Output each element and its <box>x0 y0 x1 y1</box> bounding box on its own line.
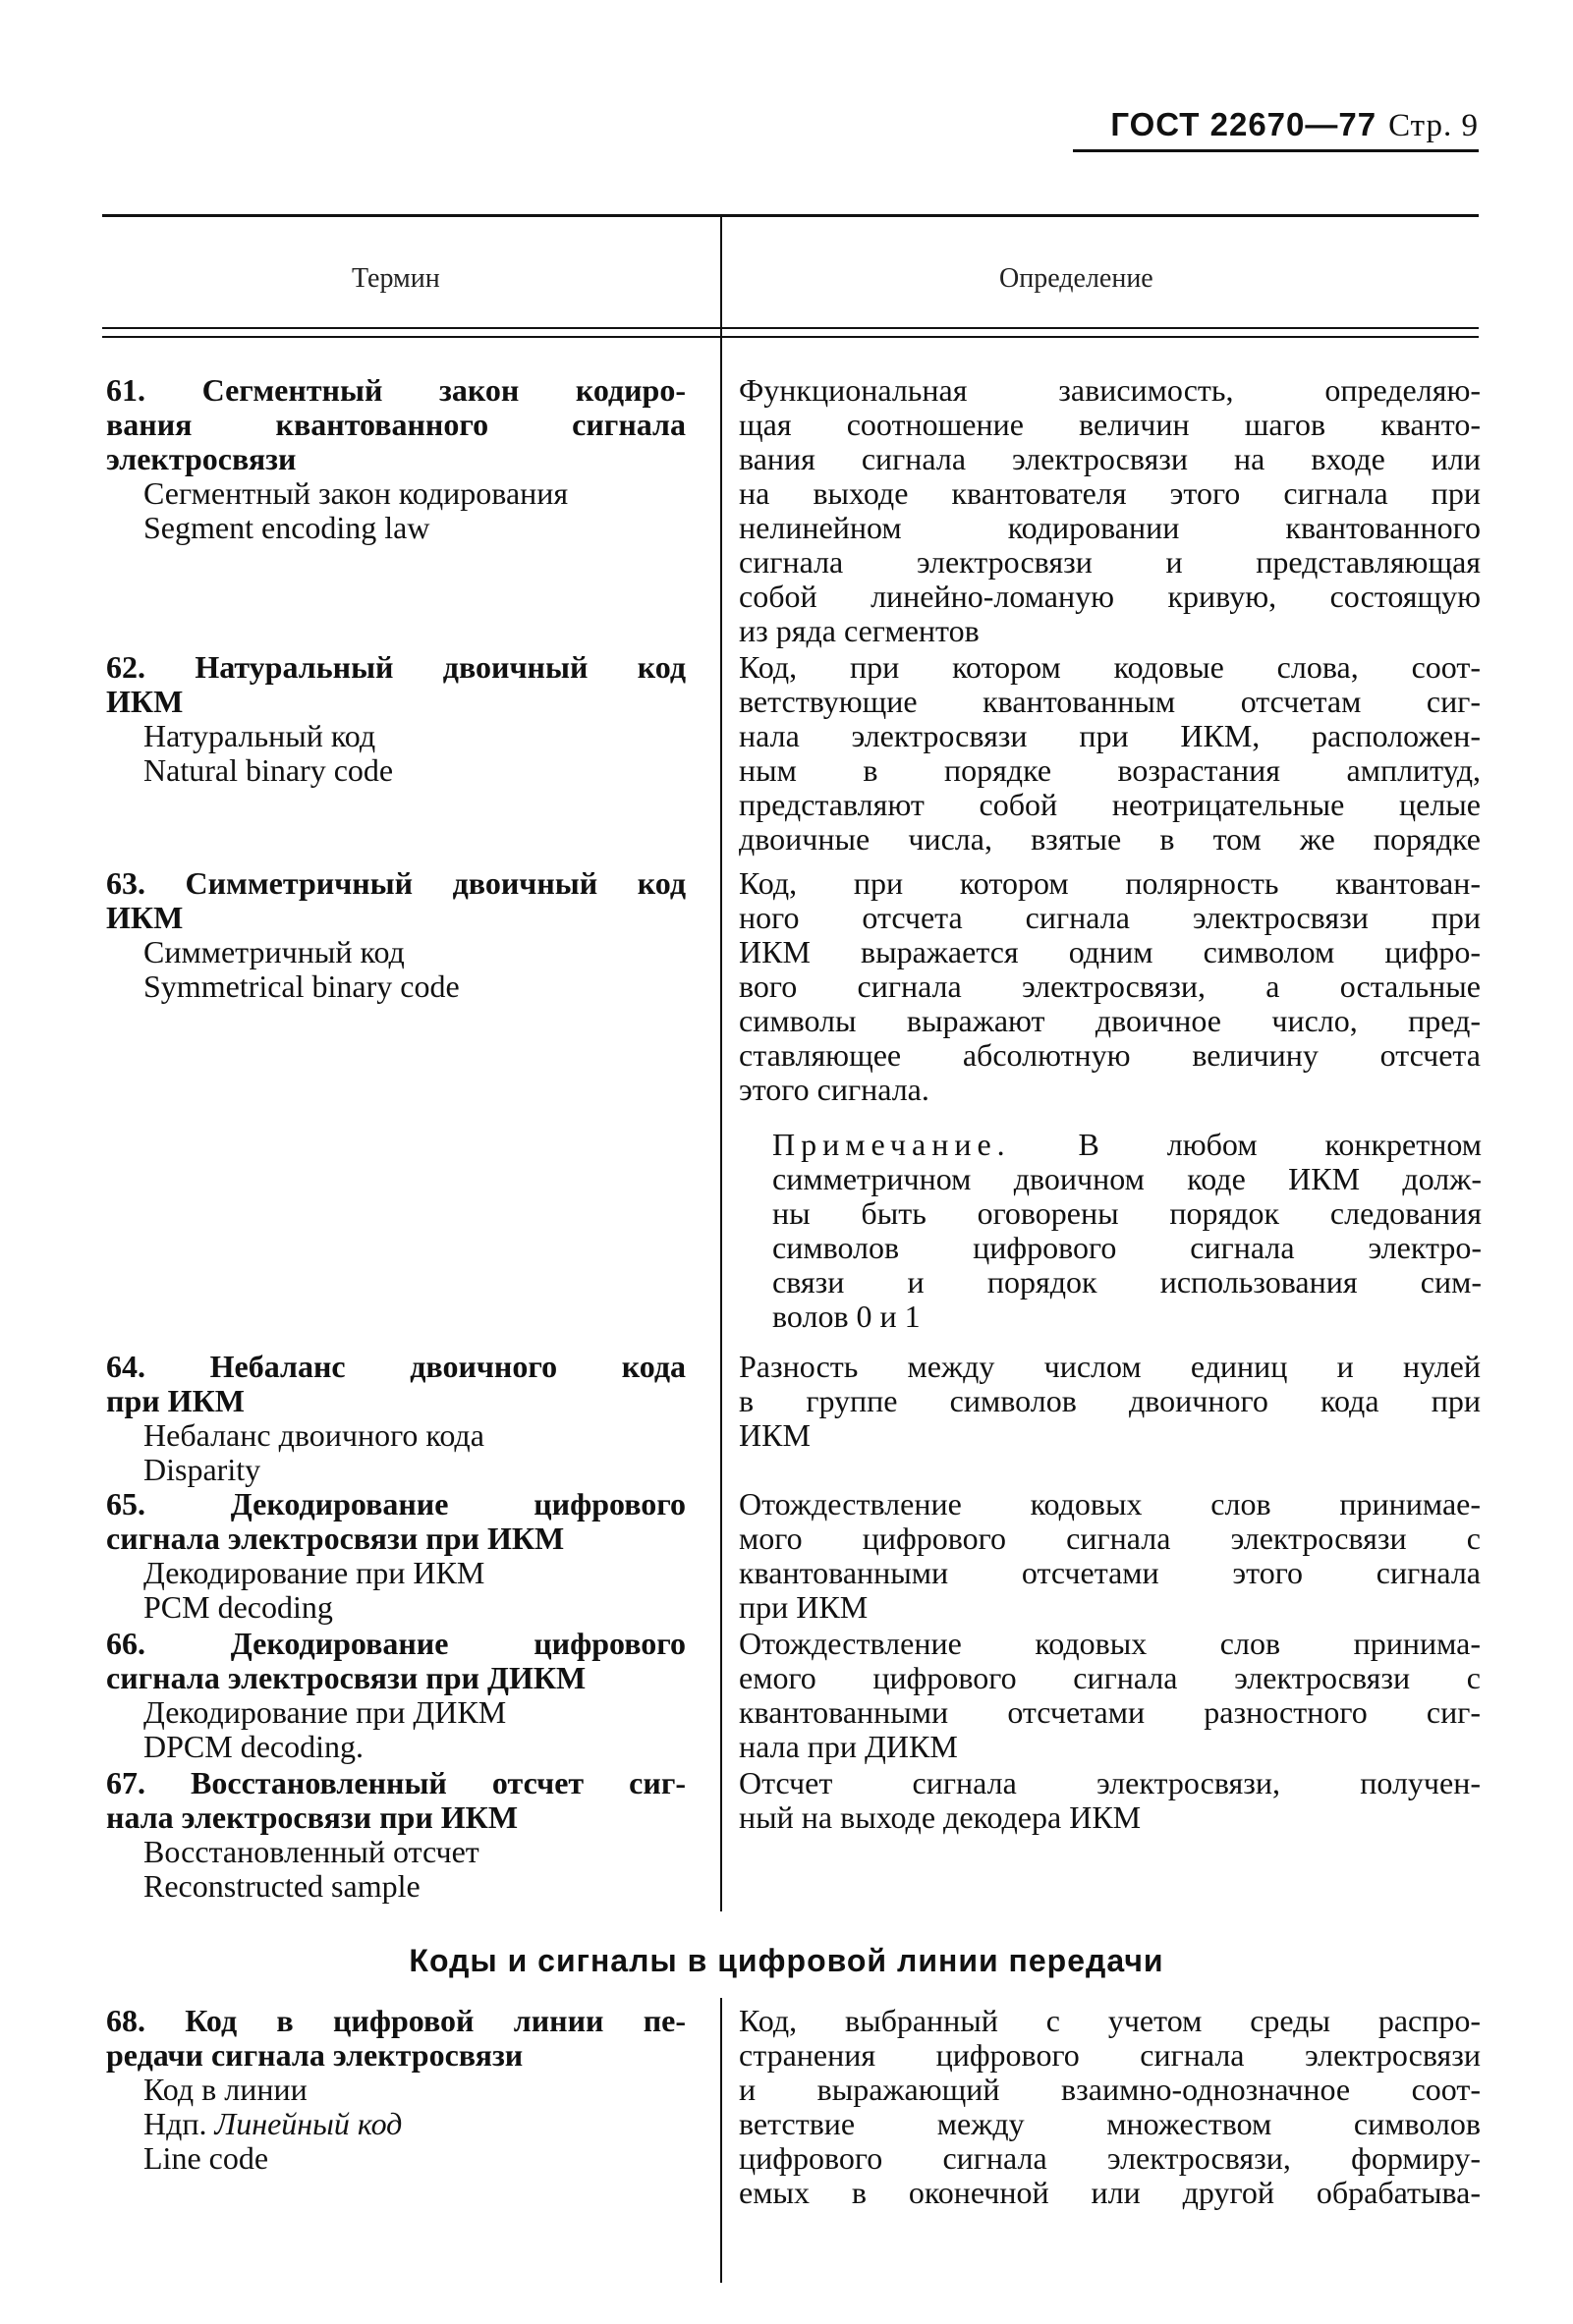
definition-66 <box>739 1627 1481 1764</box>
note-line: волов 0 и 1 <box>772 1299 921 1334</box>
definition-line: квантованными отсчетами разностного сиг- <box>739 1694 1481 1730</box>
definition-line: нелинейном кодировании квантованного <box>739 510 1481 545</box>
page-number: Стр. 9 <box>1388 108 1479 143</box>
note-line: ны быть оговорены порядок следования <box>772 1195 1482 1231</box>
term-synonym-en: Natural binary code <box>143 752 394 788</box>
term-synonym-en: Symmetrical binary code <box>143 968 460 1004</box>
term-title-line: 62. Натуральный двоичный код <box>106 649 686 685</box>
definition-line: и выражающий взаимно-однозначное соот- <box>739 2072 1481 2107</box>
page-header <box>1110 106 1479 144</box>
definition-line: двоичные числа, взятые в том же порядке <box>739 821 1481 857</box>
term-title-line: при ИКМ <box>106 1383 245 1418</box>
definition-67 <box>739 1766 1481 1835</box>
deprecated-term <box>106 2107 686 2141</box>
term-synonym-en: Segment encoding law <box>143 510 430 545</box>
definition-61 <box>739 373 1481 648</box>
term-title-line: вания квантованного сигнала <box>106 407 686 442</box>
definition-line: ставляющее абсолютную величину отсчета <box>739 1037 1481 1073</box>
note-text: В любом конкретном <box>1010 1127 1482 1162</box>
section-title: Коды и сигналы в цифровой линии передачи <box>409 1943 1164 1978</box>
column-divider <box>720 214 722 1911</box>
term-synonym: Натуральный код <box>143 718 376 753</box>
term-synonym-en: PCM decoding <box>143 1589 333 1625</box>
term-title-line: сигнала электросвязи при ИКМ <box>106 1521 565 1556</box>
term-title-line: ИКМ <box>106 684 184 719</box>
definition-line: нала электросвязи при ИКМ, расположен- <box>739 718 1481 753</box>
definition-line: символы выражают двоичное число, пред- <box>739 1003 1481 1038</box>
definition-line: мого цифрового сигнала электросвязи с <box>739 1521 1481 1556</box>
definition-line: вания сигнала электросвязи на входе или <box>739 441 1481 476</box>
term-title-line: 68. Код в цифровой линии пе- <box>106 2003 686 2038</box>
term-title-line: 64. Небаланс двоичного кода <box>106 1349 686 1384</box>
column-divider <box>720 1998 722 2283</box>
definition-line: из ряда сегментов <box>739 613 980 648</box>
definition-line: представляют собой неотрицательные целые <box>739 787 1481 822</box>
deprecated-prefix: Ндп. <box>143 2106 207 2141</box>
definition-line: вого сигнала электросвязи, а остальные <box>739 968 1481 1004</box>
term-title-line: 61. Сегментный закон кодиро- <box>106 372 686 408</box>
term-synonym: Код в линии <box>143 2072 308 2107</box>
definition-line: емых в оконечной или другой обрабатыва- <box>739 2175 1481 2210</box>
term-synonym-en: Disparity <box>143 1452 261 1487</box>
term-67 <box>106 1766 686 1904</box>
term-synonym-en: DPCM decoding. <box>143 1729 364 1764</box>
definition-line: ным в порядке возрастания амплитуд, <box>739 752 1481 788</box>
definition-line: Отождествление кодовых слов принимае- <box>739 1486 1481 1522</box>
note-line: связи и порядок использования сим- <box>772 1264 1482 1300</box>
definition-line: Отсчет сигнала электросвязи, получен- <box>739 1765 1481 1800</box>
note-line: симметричном двоичном коде ИКМ долж- <box>772 1161 1482 1196</box>
term-synonym: Декодирование при ДИКМ <box>143 1694 507 1730</box>
term-synonym: Сегментный закон кодирования <box>143 475 569 511</box>
definition-line: Код, при котором кодовые слова, соот- <box>739 649 1481 685</box>
note-label: Примечание. <box>772 1127 1011 1162</box>
definition-line: нала при ДИКМ <box>739 1729 958 1764</box>
term-61 <box>106 373 686 545</box>
term-64 <box>106 1350 686 1487</box>
definition-line: цифрового сигнала электросвязи, формиру- <box>739 2140 1481 2176</box>
definition-line: ИКМ <box>739 1417 811 1453</box>
definition-line: Функциональная зависимость, определяю- <box>739 372 1481 408</box>
term-synonym: Восстановленный отсчет <box>143 1834 479 1869</box>
definition-line: ИКМ выражается одним символом цифро- <box>739 934 1481 969</box>
term-synonym: Симметричный код <box>143 934 405 969</box>
definition-line: ный на выходе декодера ИКМ <box>739 1799 1142 1835</box>
term-62 <box>106 650 686 788</box>
standard-number: ГОСТ 22670—77 <box>1110 106 1377 142</box>
definition-line: собой линейно-ломаную кривую, состоящую <box>739 579 1481 614</box>
term-title-line: 63. Симметричный двоичный код <box>106 865 686 901</box>
term-title-line: редачи сигнала электросвязи <box>106 2037 524 2073</box>
definition-line: сигнала электросвязи и представляющая <box>739 544 1481 580</box>
definition-line: щая соотношение величин шагов кванто- <box>739 407 1481 442</box>
term-68 <box>106 2004 686 2176</box>
definition-line: ветствие между множеством символов <box>739 2106 1481 2141</box>
definition-line: Код, при котором полярность квантован- <box>739 865 1481 901</box>
column-header-definition: Определение <box>999 263 1153 294</box>
note-line <box>772 1128 1482 1162</box>
term-synonym: Декодирование при ИКМ <box>143 1555 485 1590</box>
term-synonym-en: Line code <box>143 2140 269 2176</box>
term-title-line: 66. Декодирование цифрового <box>106 1626 686 1661</box>
table-top-rule <box>102 214 1479 217</box>
definition-line: Код, выбранный с учетом среды распро- <box>739 2003 1481 2038</box>
term-title-line: ИКМ <box>106 900 184 935</box>
definition-line: на выходе квантователя этого сигнала при <box>739 475 1481 511</box>
header-rule <box>1073 149 1479 152</box>
header-double-rule <box>102 336 1479 338</box>
column-header-term: Термин <box>352 263 440 294</box>
deprecated-term-text: Линейный код <box>214 2106 403 2141</box>
definition-line: квантованными отсчетами этого сигнала <box>739 1555 1481 1590</box>
definition-line: емого цифрового сигнала электросвязи с <box>739 1660 1481 1695</box>
note-line: символов цифрового сигнала электро- <box>772 1230 1482 1265</box>
term-title-line: 67. Восстановленный отсчет сиг- <box>106 1765 686 1800</box>
note-63 <box>772 1128 1482 1334</box>
definition-line: этого сигнала. <box>739 1072 929 1107</box>
term-title-line: 65. Декодирование цифрового <box>106 1486 686 1522</box>
term-65 <box>106 1487 686 1625</box>
definition-line: Разность между числом единиц и нулей <box>739 1349 1481 1384</box>
definition-65 <box>739 1487 1481 1625</box>
term-title-line: нала электросвязи при ИКМ <box>106 1799 519 1835</box>
definition-line: в группе символов двоичного кода при <box>739 1383 1481 1418</box>
definition-63 <box>739 866 1481 1107</box>
term-63 <box>106 866 686 1004</box>
definition-line: ветствующие квантованным отсчетам сиг- <box>739 684 1481 719</box>
term-title-line: электросвязи <box>106 441 297 476</box>
term-synonym-en: Reconstructed sample <box>143 1868 421 1904</box>
definition-68 <box>739 2004 1481 2210</box>
term-synonym: Небаланс двоичного кода <box>143 1417 484 1453</box>
definition-line: при ИКМ <box>739 1589 869 1625</box>
definition-line: Отождествление кодовых слов принима- <box>739 1626 1481 1661</box>
definition-line: ного отсчета сигнала электросвязи при <box>739 900 1481 935</box>
header-double-rule <box>102 327 1479 329</box>
definition-64 <box>739 1350 1481 1453</box>
term-title-line: сигнала электросвязи при ДИКМ <box>106 1660 587 1695</box>
definition-line: странения цифрового сигнала электросвязи <box>739 2037 1481 2073</box>
term-66 <box>106 1627 686 1764</box>
definition-62 <box>739 650 1481 857</box>
